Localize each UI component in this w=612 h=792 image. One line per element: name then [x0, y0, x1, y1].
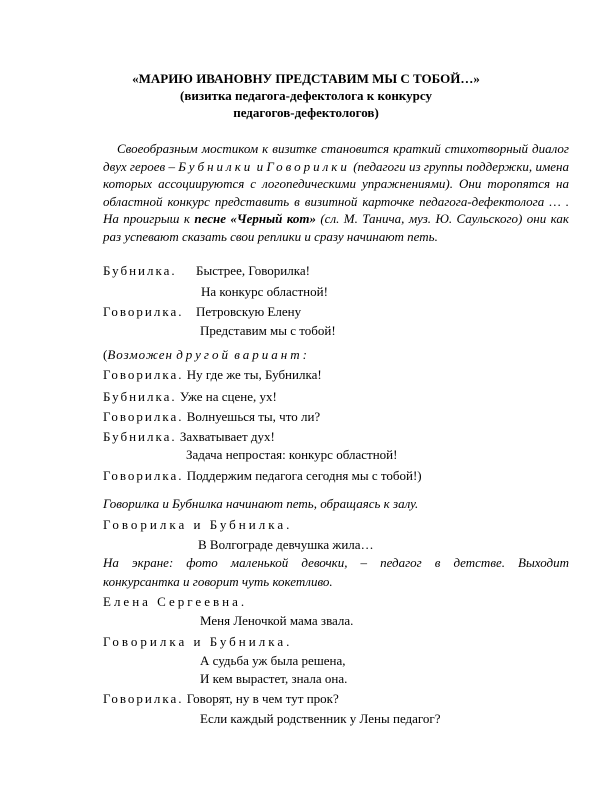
variant-line: Говорилка. Волнуешься ты, что ли? [103, 409, 321, 424]
intro-text-2: (педагоги из группы поддержки, имена которых ассоциируются с логопедическими упражнениями). Они торопятся на областной конкурс представить в визитной карточке педагога-дефектолога … . На проигрыш к [103, 158, 570, 226]
variant-line: Задача непростая: конкурс областной! [186, 447, 398, 462]
dialogue-line: Быстрее, Говорилка! [196, 263, 310, 278]
variant-line: Бубнилка. Уже на сцене, ух! [103, 389, 277, 404]
intro-paragraph [103, 140, 569, 245]
variant-line: Бубнилка. Захватывает дух! [103, 429, 275, 444]
stage-direction: Говорилка и Бубнилка начинают петь, обращаясь к залу. [103, 496, 419, 511]
dialogue-line: На конкурс областной! [201, 284, 328, 299]
intro-and: и [253, 158, 267, 174]
dialogue-line: В Волгограде девчушка жила… [198, 537, 374, 552]
intro-text-3: (сл. М. Танича, муз. Ю. Саульского) они как раз успевают сказать свои реплики и сразу начинают петь. [103, 211, 569, 244]
variant-line: Говорилка. Ну где же ты, Бубнилка! [103, 367, 322, 382]
variant-note: (Возможен другой вариант: [103, 347, 310, 362]
document-subtitle: (визитка педагога-дефектолога к конкурсу [180, 88, 432, 103]
speaker-label: Говорилка. [103, 304, 184, 319]
dialogue-line: Петровскую Елену [196, 304, 302, 319]
intro-song-title: песне «Черный кот» [194, 211, 316, 226]
dialogue-line: Если каждый родственник у Лены педагог? [200, 711, 441, 726]
dialogue-entry: Говорилка. Говорят, ну в чем тут прок? [103, 691, 339, 706]
speaker-label: Елена Сергеевна. [103, 594, 248, 609]
speaker-label: Бубнилка. [103, 263, 177, 278]
dialogue-line: Меня Леночкой мама звала. [200, 613, 354, 628]
dialogue-line: И кем вырастет, знала она. [200, 671, 348, 686]
variant-line: Говорилка. Поддержим педагога сегодня мы с тобой!) [103, 468, 422, 483]
stage-direction: На экране: фото маленькой девочки, – педагог в детстве. Выходит [103, 555, 569, 570]
document-subtitle-continued: педагогов-дефектологов) [233, 105, 379, 120]
dialogue-line: Представим мы с тобой! [200, 323, 336, 338]
stage-direction: конкурсантка и говорит чуть кокетливо. [103, 574, 333, 589]
intro-name-govorilka: Говорилки [266, 158, 350, 174]
speaker-label: Говорилка и Бубнилка. [103, 634, 293, 649]
dialogue-line: А судьба уж была решена, [200, 653, 346, 668]
document-title: «МАРИЮ ИВАНОВНУ ПРЕДСТАВИМ МЫ С ТОБОЙ…» [132, 71, 480, 86]
intro-text-1: Своеобразным мостиком к визитке становится краткий стихотворный диалог двух героев – [103, 141, 569, 174]
intro-name-bubnilka: Бубнилки [178, 158, 254, 174]
speaker-label: Говорилка и Бубнилка. [103, 517, 293, 532]
